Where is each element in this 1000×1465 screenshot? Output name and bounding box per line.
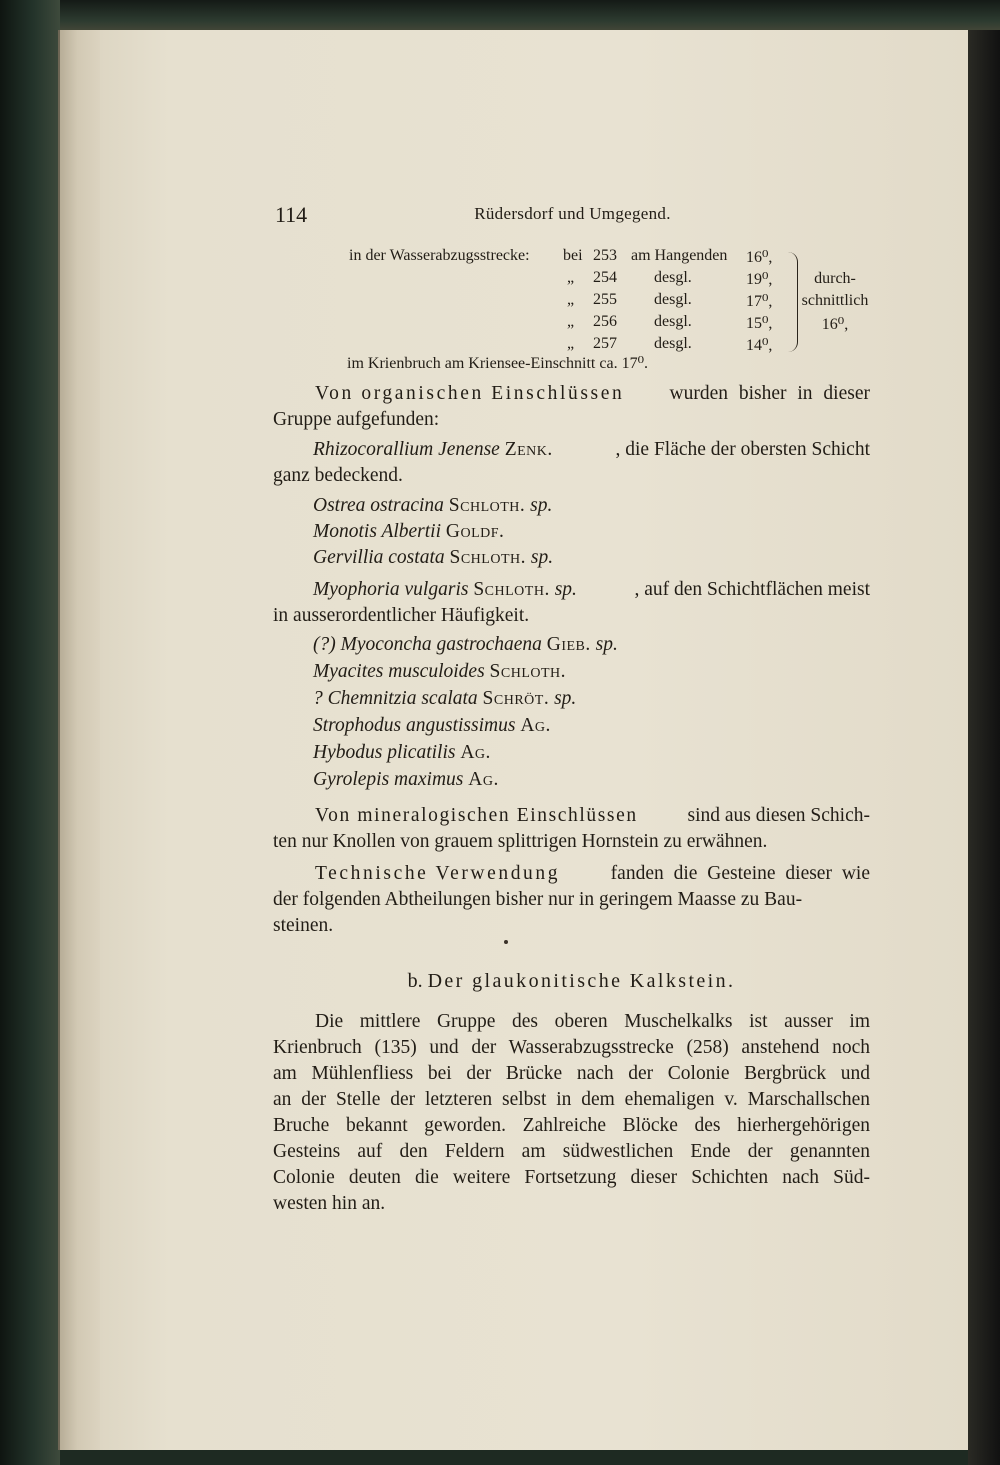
fossil-author: Schröt. bbox=[482, 688, 550, 709]
section-title: Der glaukonitische Kalkstein. bbox=[427, 970, 736, 992]
table-temperature: 15⁰, bbox=[746, 315, 773, 332]
page-header bbox=[275, 202, 870, 230]
fossil-entry bbox=[313, 688, 576, 710]
fossil-entry bbox=[313, 521, 504, 543]
fossil-name: Strophodus angustissimus bbox=[313, 715, 516, 736]
final-line: Bruche bekannt geworden. Zahlreiche Blöcke des hierhergehörigen bbox=[273, 1115, 870, 1136]
table-position: desgl. bbox=[654, 291, 692, 308]
table-temperature: 19⁰, bbox=[746, 271, 773, 288]
intro-spaced-lead: Von organischen Einschlüssen bbox=[315, 383, 625, 404]
table-prefix: „ bbox=[567, 335, 575, 352]
section-heading bbox=[273, 970, 870, 993]
fossil-author: Ag. bbox=[460, 742, 491, 763]
book-binding-top bbox=[0, 0, 1000, 34]
fossil-suffix: sp. bbox=[554, 579, 577, 600]
technical-line3: steinen. bbox=[273, 915, 334, 936]
technical-line1-rest: fanden die Gesteine dieser wie bbox=[610, 863, 870, 884]
technical-paragraph bbox=[273, 861, 870, 939]
fossil-note-continuation: in ausserordentlicher Häufigkeit. bbox=[273, 605, 530, 626]
fossil-name: Myoconcha gastrochaena bbox=[340, 634, 542, 655]
fossil-note: , auf den Schichtflächen meist bbox=[634, 579, 870, 600]
fossil-name: Ostrea ostracina bbox=[313, 495, 444, 516]
fossil-entry bbox=[313, 579, 870, 601]
table-prefix: „ bbox=[567, 269, 575, 286]
running-title: Rüdersdorf und Umgegend. bbox=[474, 204, 671, 223]
mineral-spaced-lead: Von mineralogischen Einschlüssen bbox=[315, 805, 638, 826]
table-prefix: „ bbox=[567, 291, 575, 308]
fossil-entry bbox=[313, 634, 618, 656]
fossil-name: Myophoria vulgaris bbox=[313, 579, 469, 600]
final-line: Colonie deuten die weitere Fortsetzung dieser Schichten nach Süd- bbox=[273, 1167, 870, 1188]
fossil-entry bbox=[313, 661, 566, 683]
section-label: b. bbox=[407, 970, 423, 992]
fossil-author: Schloth. bbox=[448, 495, 526, 516]
book-binding-left bbox=[0, 0, 60, 1465]
fossil-name: Gyrolepis maximus bbox=[313, 769, 464, 790]
technical-line2: der folgenden Abtheilungen bisher nur in geringem Maasse zu Bau- bbox=[273, 889, 803, 910]
fossil-prefix: (?) bbox=[313, 634, 336, 655]
fossil-author: Schloth. bbox=[489, 661, 567, 682]
ink-speck bbox=[504, 940, 508, 944]
mineral-line2: ten nur Knollen von grauem splittrigen Hornstein zu erwähnen. bbox=[273, 831, 768, 852]
curly-brace bbox=[785, 252, 798, 352]
page-gutter bbox=[58, 30, 104, 1450]
average-label-line2: schnittlich bbox=[801, 292, 869, 309]
table-number: 254 bbox=[593, 269, 617, 286]
page-edge-shadow bbox=[968, 30, 1000, 1465]
final-paragraph bbox=[273, 1009, 870, 1217]
fossil-author: Schloth. bbox=[473, 579, 550, 600]
fossil-author: Schloth. bbox=[449, 547, 526, 568]
final-line: Krienbruch (135) und der Wasserabzugsstrecke (258) anstehend noch bbox=[273, 1037, 870, 1058]
fossil-note-continuation: ganz bedeckend. bbox=[273, 465, 403, 486]
average-label-line1: durch- bbox=[814, 270, 856, 287]
table-number: 255 bbox=[593, 291, 617, 308]
final-line: westen hin an. bbox=[273, 1193, 386, 1214]
fossil-entry bbox=[313, 547, 553, 569]
fossil-author: Goldf. bbox=[445, 521, 505, 542]
table-position: desgl. bbox=[654, 313, 692, 330]
fossil-suffix: sp. bbox=[530, 495, 553, 516]
final-line: an der Stelle der letzteren selbst in dem ehemaligen v. Marschallschen bbox=[273, 1089, 870, 1110]
fossil-author: Ag. bbox=[520, 715, 551, 736]
book-page bbox=[100, 30, 970, 1450]
table-temperature: 17⁰, bbox=[746, 293, 773, 310]
table-prefix: „ bbox=[567, 313, 575, 330]
table-number: 256 bbox=[593, 313, 617, 330]
page-number: 114 bbox=[275, 202, 308, 227]
fossil-name: Myacites musculoides bbox=[313, 661, 485, 682]
technical-spaced-lead: Technische Verwendung bbox=[315, 863, 561, 884]
fossil-author: Gieb. bbox=[546, 634, 591, 655]
fossil-name: Gervillia costata bbox=[313, 547, 445, 568]
table-position: desgl. bbox=[654, 269, 692, 286]
fossil-note: , die Fläche der obersten Schicht bbox=[615, 439, 870, 460]
fossil-entry bbox=[313, 439, 870, 461]
final-line: am Mühlenfliess bei der Brücke nach der Colonie Bergbrück und bbox=[273, 1063, 870, 1084]
fossil-suffix: sp. bbox=[554, 688, 577, 709]
fossil-entry bbox=[313, 742, 491, 764]
average-value: 16⁰, bbox=[821, 316, 849, 333]
table-temperature: 16⁰, bbox=[746, 249, 773, 266]
table-temperature: 14⁰, bbox=[746, 337, 773, 354]
table-last-line: im Krienbruch am Kriensee-Einschnitt ca. 17⁰. bbox=[347, 355, 648, 372]
fossil-entry bbox=[313, 495, 552, 517]
table-position: desgl. bbox=[654, 335, 692, 352]
table-number: 257 bbox=[593, 335, 617, 352]
fossil-author: Ag. bbox=[468, 769, 499, 790]
final-line: Die mittlere Gruppe des oberen Muschelkalks ist ausser im bbox=[315, 1011, 870, 1032]
intro-line2: Gruppe aufgefunden: bbox=[273, 409, 440, 430]
fossil-name: Hybodus plicatilis bbox=[313, 742, 456, 763]
fossil-prefix: ? bbox=[313, 688, 323, 709]
table-position: am Hangenden bbox=[631, 247, 728, 264]
table-prefix: bei bbox=[563, 247, 583, 264]
final-line: Gesteins auf den Feldern am südwestlichen Ende der genannten bbox=[273, 1141, 870, 1162]
mineral-paragraph bbox=[273, 803, 870, 855]
fossil-name: Rhizocorallium Jenense bbox=[313, 439, 500, 460]
intro-paragraph bbox=[273, 381, 870, 433]
fossil-author: Zenk. bbox=[504, 439, 553, 460]
fossil-name: Chemnitzia scalata bbox=[327, 688, 478, 709]
table-number: 253 bbox=[593, 247, 617, 264]
fossil-entry bbox=[313, 715, 551, 737]
fossil-suffix: sp. bbox=[530, 547, 554, 568]
fossil-name: Monotis Albertii bbox=[313, 521, 442, 542]
fossil-suffix: sp. bbox=[595, 634, 618, 655]
fossil-entry bbox=[313, 769, 499, 791]
table-location-label: in der Wasserabzugsstrecke: bbox=[349, 247, 530, 264]
intro-line1-rest: wurden bisher in dieser bbox=[669, 383, 870, 404]
mineral-line1-rest: sind aus diesen Schich- bbox=[687, 805, 870, 826]
